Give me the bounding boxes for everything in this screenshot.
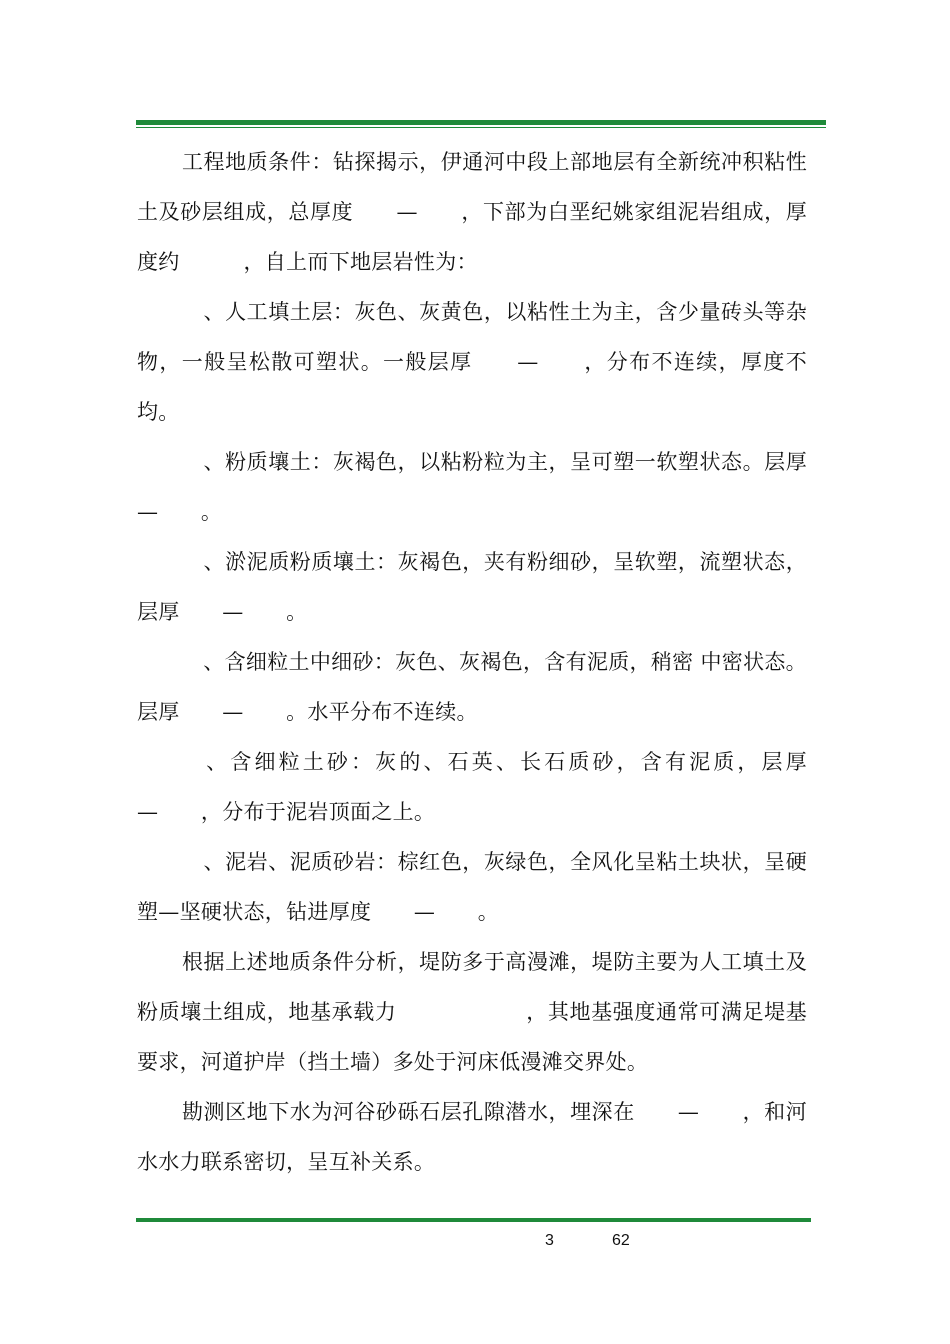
page-number: 3 (545, 1232, 554, 1249)
paragraph-fill-layer: 、人工填土层：灰色、灰黄色，以粘性土为主，含少量砖头等杂物，一般呈松散可塑状。一般层厚 — ，分布不连续，厚度不均。 (137, 300, 807, 424)
paragraph-fine-sand: 、含细粒土砂：灰的、石英、长石质砂，含有泥质，层厚 — ，分布于泥岩顶面之上。 (137, 750, 850, 824)
paragraph-geology-intro: 工程地质条件：钻探揭示，伊通河中段上部地层有全新统冲积粘性土及砂层组成，总厚度 — ，下部为白垩纪姚家组泥岩组成，厚度约 ，自上而下地层岩性为： (137, 150, 807, 274)
footer-rule (136, 1218, 811, 1222)
paragraph-mucky-silty-loam: 、淤泥质粉质壤土：灰褐色，夹有粉细砂，呈软塑，流塑状态，层厚 — 。 (137, 550, 807, 624)
document-body (137, 137, 850, 1187)
page-footer (0, 1232, 950, 1252)
page-total: 62 (612, 1232, 630, 1249)
header-rule-thin (136, 127, 826, 128)
paragraph-silty-loam: 、粉质壤土：灰褐色，以粘粉粒为主，呈可塑一软塑状态。层厚 — 。 (137, 450, 850, 524)
paragraph-analysis: 根据上述地质条件分析，堤防多于高漫滩，堤防主要为人工填土及粉质壤土组成，地基承载力 ，其地基强度通常可满足堤基要求，河道护岸（挡土墙）多处于河床低漫滩交界处。 (137, 950, 807, 1074)
paragraph-mudstone: 、泥岩、泥质砂岩：棕红色，灰绿色，全风化呈粘土块状，呈硬塑—坚硬状态，钻进厚度 — 。 (137, 850, 807, 924)
header-rule-thick (136, 120, 826, 125)
paragraph-groundwater: 勘测区地下水为河谷砂砾石层孔隙潜水，埋深在 — ，和河水水力联系密切，呈互补关系。 (137, 1100, 807, 1174)
paragraph-medium-fine-sand: 、含细粒土中细砂：灰色、灰褐色，含有泥质，稍密 中密状态。层厚 — 。水平分布不连续。 (137, 650, 807, 724)
header-rule (136, 120, 826, 128)
